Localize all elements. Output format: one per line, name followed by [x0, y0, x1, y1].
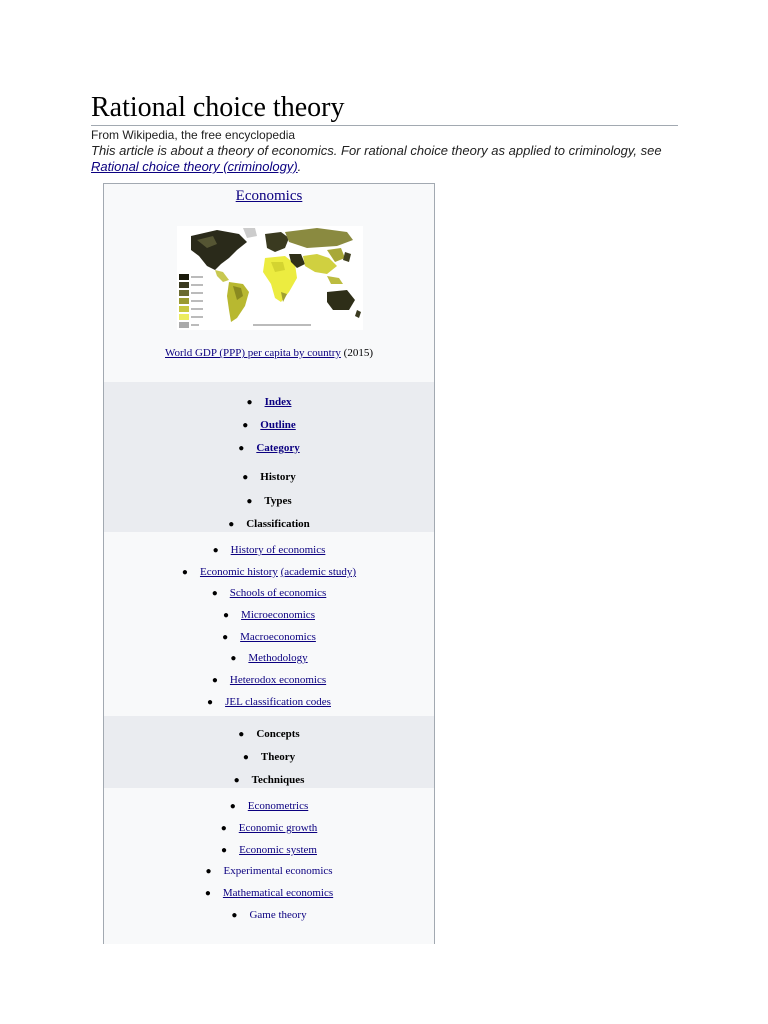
theory-header: Theory [260, 751, 296, 763]
list-item[interactable]: ● Economic history (academic study) [181, 566, 357, 578]
jel-classification-codes-link[interactable]: JEL classification codes [225, 696, 331, 708]
list-item[interactable]: ● JEL classification codes [207, 696, 331, 708]
techniques-header: Techniques [251, 774, 305, 786]
list-item[interactable]: ● Methodology [230, 652, 308, 664]
section-header-types[interactable]: ● Types [246, 495, 292, 507]
list-item[interactable]: ● Heterodox economics [211, 674, 327, 686]
world-map-graphic [177, 226, 363, 330]
list-item: ● Game theory [231, 909, 307, 921]
category-link[interactable]: Category [256, 442, 300, 454]
microeconomics-link[interactable]: Microeconomics [241, 609, 315, 621]
mathematical-economics-link[interactable]: Mathematical economics [222, 887, 334, 899]
list-item[interactable]: ● Microeconomics [223, 609, 315, 621]
list-item[interactable]: ● Econometrics [229, 800, 309, 812]
experimental-economics-text: Experimental economics [223, 865, 333, 877]
nav-item-index[interactable]: ● Index [246, 396, 292, 408]
list-item: ● Experimental economics [205, 865, 333, 877]
list-item[interactable]: ● Economic system [221, 844, 317, 856]
academic-study-link[interactable]: (academic study) [280, 566, 357, 578]
economic-system-link[interactable]: Economic system [239, 844, 317, 856]
section-header-techniques[interactable]: ● Techniques [233, 774, 305, 786]
caption-year: (2015) [343, 347, 373, 359]
game-theory-text: Game theory [249, 909, 307, 921]
methodology-link[interactable]: Methodology [248, 652, 308, 664]
list-item[interactable]: ● Economic growth [220, 822, 318, 834]
index-link[interactable]: Index [264, 396, 292, 408]
criminology-article-link[interactable]: Rational choice theory (criminology) [91, 159, 298, 174]
list-item[interactable]: ● Schools of economics [211, 587, 327, 599]
hatnote-text: This article is about a theory of economics. For rational choice theory as applied to criminology, see [91, 143, 662, 158]
history-of-economics-link[interactable]: History of economics [230, 544, 326, 556]
gdp-map-caption-link[interactable]: World GDP (PPP) per capita by country [165, 347, 341, 359]
section-header-concepts[interactable]: ● Concepts [238, 728, 300, 740]
infobox-title-link[interactable]: Economics [235, 188, 303, 204]
map-caption [104, 347, 434, 359]
nav-item-category[interactable]: ● Category [238, 442, 300, 454]
heterodox-economics-link[interactable]: Heterodox economics [229, 674, 327, 686]
hatnote [91, 143, 671, 175]
schools-of-economics-link[interactable]: Schools of economics [229, 587, 327, 599]
list-item[interactable]: ● History of economics [212, 544, 326, 556]
title-divider [91, 125, 678, 126]
nav-item-outline[interactable]: ● Outline [242, 419, 296, 431]
concepts-header: Concepts [256, 728, 300, 740]
section-header-theory[interactable]: ● Theory [242, 751, 296, 763]
list-item[interactable]: ● Mathematical economics [204, 887, 334, 899]
macroeconomics-link[interactable]: Macroeconomics [240, 631, 316, 643]
section-header-classification[interactable]: ● Classification [228, 518, 310, 530]
classification-header: Classification [246, 518, 310, 530]
world-gdp-map-image[interactable] [177, 226, 363, 330]
site-tagline: From Wikipedia, the free encyclopedia [91, 128, 296, 142]
econometrics-link[interactable]: Econometrics [247, 800, 309, 812]
hatnote-end: . [297, 159, 302, 174]
economics-infobox [103, 183, 435, 944]
economic-history-link[interactable]: Economic history [199, 566, 278, 578]
list-item[interactable]: ● Macroeconomics [222, 631, 316, 643]
page-title: Rational choice theory [91, 92, 345, 123]
economic-growth-link[interactable]: Economic growth [238, 822, 318, 834]
outline-link[interactable]: Outline [260, 419, 296, 431]
section-header-history[interactable]: ● History [242, 471, 296, 483]
history-header: History [260, 471, 296, 483]
classification-band [104, 532, 434, 716]
types-header: Types [264, 495, 292, 507]
